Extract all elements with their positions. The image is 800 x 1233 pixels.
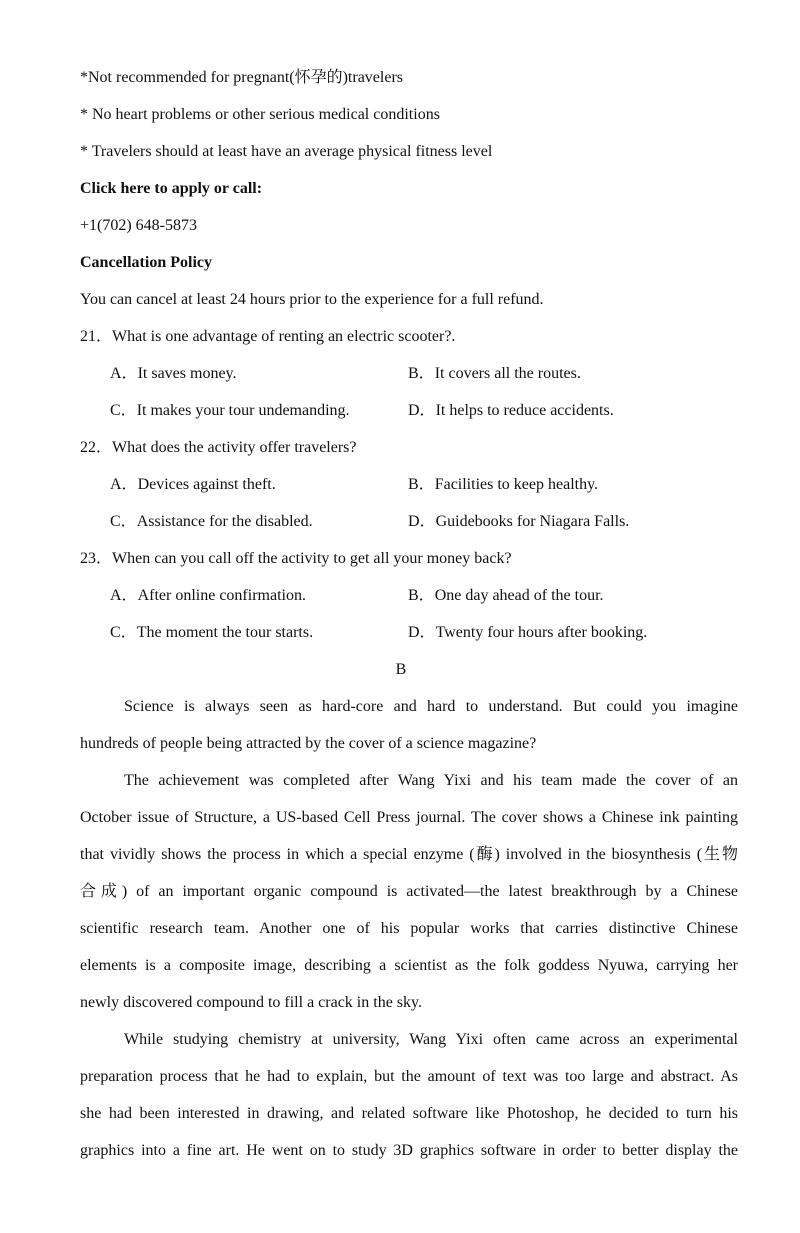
q21-option-d: D．It helps to reduce accidents. <box>408 402 614 419</box>
question-22 <box>80 438 357 458</box>
requirement-heart: * No heart problems or other serious medical conditions <box>80 106 440 123</box>
paragraph-line: 合成) of an important organic compound is activated—the latest breakthrough by a Chinese <box>80 883 738 900</box>
paragraph-line: hundreds of people being attracted by the cover of a science magazine? <box>80 735 537 752</box>
q22-option-d: D．Guidebooks for Niagara Falls. <box>408 513 630 530</box>
question-23 <box>80 549 512 569</box>
phone-number: +1(702) 648-5873 <box>80 217 198 234</box>
paragraph-line: graphics into a fine art. He went on to study 3D graphics software in order to better display the <box>80 1142 738 1159</box>
paragraph-line: The achievement was completed after Wang Yixi and his team made the cover of an <box>124 772 738 789</box>
q22-option-c: C．Assistance for the disabled. <box>110 513 313 530</box>
q23-option-b: B．One day ahead of the tour. <box>408 587 604 604</box>
question-stem: When can you call off the activity to get all your money back? <box>112 550 512 567</box>
requirement-fitness: * Travelers should at least have an average physical fitness level <box>80 143 493 160</box>
q22-option-b: B．Facilities to keep healthy. <box>408 476 599 493</box>
q23-option-c: C．The moment the tour starts. <box>110 624 314 641</box>
paragraph-line: preparation process that he had to explain, but the amount of text was too large and abstract. As <box>80 1068 738 1085</box>
question-stem: What does the activity offer travelers? <box>112 439 357 456</box>
q21-option-b: B．It covers all the routes. <box>408 365 581 382</box>
paragraph-line: she had been interested in drawing, and related software like Photoshop, he decided to turn his <box>80 1105 738 1122</box>
q21-option-a: A．It saves money. <box>110 365 237 382</box>
paragraph-3 <box>80 1021 738 1169</box>
paragraph-line: October issue of Structure, a US-based Cell Press journal. The cover shows a Chinese ink painting <box>80 809 738 826</box>
question-number: 22． <box>80 439 113 456</box>
section-b-label: B <box>395 661 407 678</box>
q23-option-d: D．Twenty four hours after booking. <box>408 624 648 641</box>
requirement-pregnant: *Not recommended for pregnant(怀孕的)travelers <box>80 69 403 86</box>
apply-heading-link[interactable]: Click here to apply or call: <box>80 180 263 197</box>
paragraph-line: While studying chemistry at university, Wang Yixi often came across an experimental <box>124 1031 738 1048</box>
paragraph-line: Science is always seen as hard-core and hard to understand. But could you imagine <box>124 698 738 715</box>
paragraph-line: elements is a composite image, describing a scientist as the folk goddess Nyuwa, carrying her <box>80 957 738 974</box>
paragraph-2 <box>80 762 738 1021</box>
cancellation-text: You can cancel at least 24 hours prior to the experience for a full refund. <box>80 291 544 308</box>
paragraph-line: scientific research team. Another one of his popular works that carries distinctive Chinese <box>80 920 738 937</box>
paragraph-line: newly discovered compound to fill a crack in the sky. <box>80 994 422 1011</box>
question-stem: What is one advantage of renting an electric scooter?. <box>112 328 456 345</box>
cancellation-heading: Cancellation Policy <box>80 254 212 271</box>
question-number: 21． <box>80 328 113 345</box>
question-21 <box>80 327 455 347</box>
paragraph-line: that vividly shows the process in which a special enzyme (酶) involved in the biosynthesis (生物 <box>80 846 738 863</box>
paragraph-1 <box>80 688 738 762</box>
q21-option-c: C．It makes your tour undemanding. <box>110 402 350 419</box>
q23-option-a: A．After online confirmation. <box>110 587 306 604</box>
q22-option-a: A．Devices against theft. <box>110 476 276 493</box>
question-number: 23． <box>80 550 113 567</box>
